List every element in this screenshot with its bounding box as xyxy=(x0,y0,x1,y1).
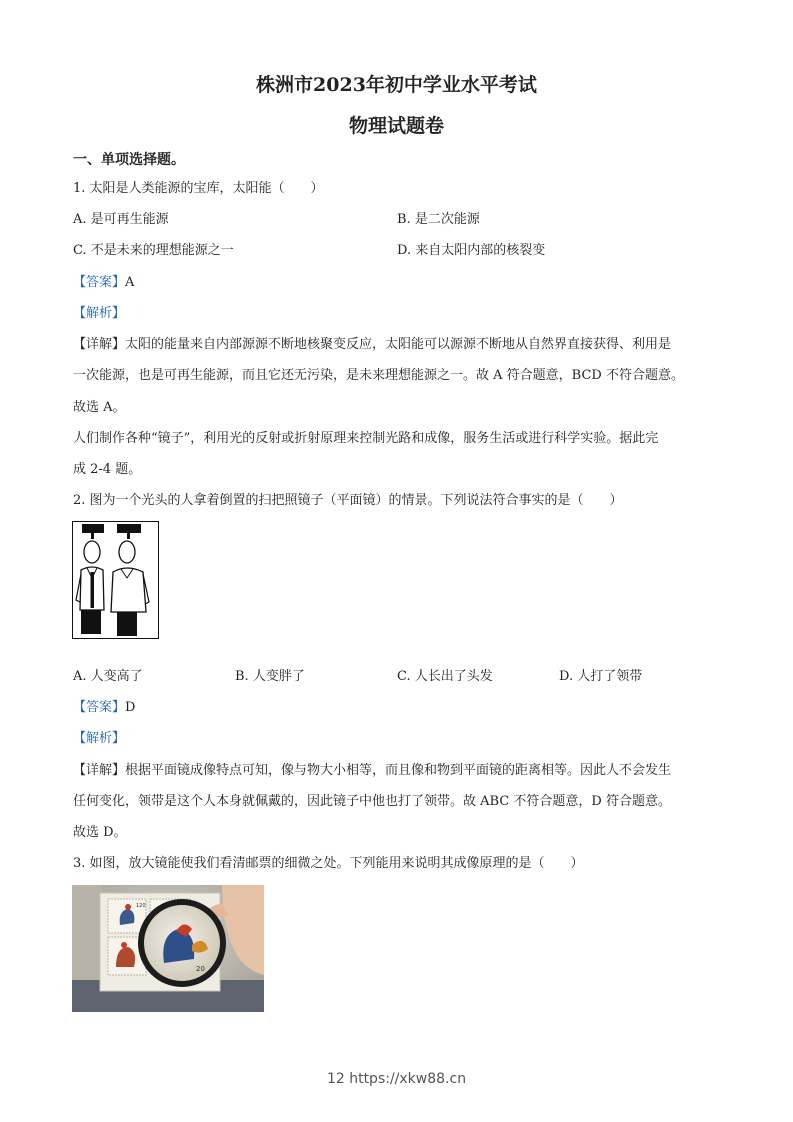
q1-option-c: C. 不是未来的理想能源之一 xyxy=(73,243,234,258)
intro-line-2: 成 2-4 题。 xyxy=(73,462,142,477)
q1-option-b: B. 是二次能源 xyxy=(397,212,480,227)
q1-analysis-tag: 【解析】 xyxy=(73,306,126,321)
q2-option-b: B. 人变胖了 xyxy=(235,669,305,684)
answer-tag: 【答案】 xyxy=(73,700,126,715)
q2-detail-line-2: 任何变化，领带是这个人本身就佩戴的，因此镜子中他也打了领带。故 ABC 不符合题意，D 符合题意。 xyxy=(73,794,671,809)
q2-detail-line-3: 故选 D。 xyxy=(73,825,127,840)
mirror-figure xyxy=(72,521,159,639)
mirror-figure-drawing xyxy=(73,522,157,637)
q1-answer xyxy=(73,271,134,290)
q2-stem: 2. 图为一个光头的人拿着倒置的扫把照镜子（平面镜）的情景。下列说法符合事实的是（ ） xyxy=(73,493,623,508)
q2-analysis-tag: 【解析】 xyxy=(73,731,126,746)
section-heading: 一、单项选择题。 xyxy=(73,152,185,168)
q2-option-d: D. 人打了领带 xyxy=(559,669,643,684)
magnifier-photo xyxy=(72,885,264,1012)
q2-option-c: C. 人长出了头发 xyxy=(397,669,493,684)
exam-subtitle: 物理试题卷 xyxy=(348,115,444,137)
detail-tag: 【详解】 xyxy=(73,337,126,352)
stamp-value: 20 xyxy=(196,965,205,973)
q1-detail-line-3: 故选 A。 xyxy=(73,400,126,415)
q1-detail-line-1 xyxy=(73,333,671,352)
q1-detail-line-2: 一次能源，也是可再生能源，而且它还无污染，是未来理想能源之一。故 A 符合题意，BCD 不符合题意。 xyxy=(73,368,684,383)
answer-tag: 【答案】 xyxy=(73,275,126,290)
answer-value: D xyxy=(125,700,136,715)
q1-stem: 1. 太阳是人类能源的宝库，太阳能（ ） xyxy=(73,181,324,196)
detail-text: 太阳的能量来自内部源源不断地核聚变反应，太阳能可以源源不断地从自然界直接获得、利用是 xyxy=(125,337,672,352)
magnifier-photo-drawing xyxy=(72,885,264,1012)
q2-detail-line-1 xyxy=(73,759,671,778)
detail-tag: 【详解】 xyxy=(73,763,126,778)
q3-stem: 3. 如图，放大镜能使我们看清邮票的细微之处。下列能用来说明其成像原理的是（ ） xyxy=(73,856,584,871)
q1-option-a: A. 是可再生能源 xyxy=(73,212,169,227)
exam-title: 株洲市2023年初中学业水平考试 xyxy=(256,74,537,96)
stamp-value: 120 xyxy=(136,903,146,909)
q2-answer xyxy=(73,696,135,715)
q2-option-a: A. 人变高了 xyxy=(73,669,143,684)
answer-value: A xyxy=(125,275,135,290)
q1-option-d: D. 来自太阳内部的核裂变 xyxy=(397,243,546,258)
intro-line-1: 人们制作各种“镜子”，利用光的反射或折射原理来控制光路和成像，服务生活或进行科学实验。据此完 xyxy=(73,431,659,446)
detail-text: 根据平面镜成像特点可知，像与物大小相等，而且像和物到平面镜的距离相等。因此人不会发生 xyxy=(125,763,672,778)
page-footer: 12 https://xkw88.cn xyxy=(326,1071,467,1087)
